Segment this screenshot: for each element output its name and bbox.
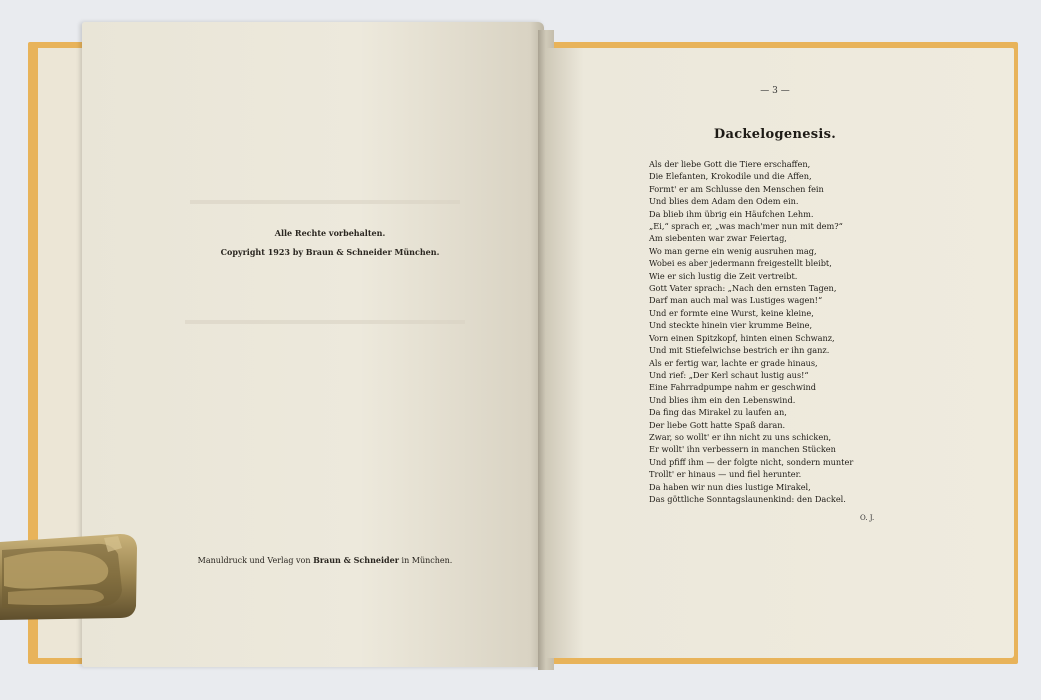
poem-line: Eine Fahrradpumpe nahm er geschwind: [649, 382, 816, 393]
poem-line: Und rief: „Der Kerl schaut lustig aus!“: [649, 369, 809, 380]
poem-line: Zwar, so wollt' er ihn nicht zu uns schicken,: [649, 431, 832, 442]
poem-line: Darf man auch mal was Lustiges wagen!“: [649, 295, 823, 306]
poem-line: Und mit Stiefelwichse bestrich er ihn ganz.: [649, 345, 830, 356]
poem-line: Und blies dem Adam den Odem ein.: [649, 196, 799, 207]
show-through-line: [190, 200, 460, 204]
imprint-publisher: Braun & Schneider: [313, 555, 399, 565]
copyright-notice: Copyright 1923 by Braun & Schneider München.: [220, 247, 440, 257]
poem-line: Als der liebe Gott die Tiere erschaffen,: [649, 159, 811, 169]
imprint-suffix: in München.: [401, 556, 453, 565]
poem-line: Vorn einen Spitzkopf, hinten einen Schwanz,: [649, 332, 835, 343]
poem-line: Trollt' er hinaus — und fiel herunter.: [649, 469, 802, 480]
brass-hand-weight-icon: [0, 528, 138, 620]
poem-line: Am siebenten war zwar Feiertag,: [649, 233, 787, 244]
poem-line: Wobei es aber jedermann freigestellt bleibt,: [649, 258, 832, 269]
page-number: — 3 —: [760, 86, 790, 96]
poem-line: „Ei,“ sprach er, „was mach'mer nun mit dem?“: [649, 221, 843, 232]
poem-line: Die Elefanten, Krokodile und die Affen,: [649, 171, 812, 182]
poem-line: Und blies ihm ein den Lebenswind.: [649, 394, 796, 405]
poem-line: Da blieb ihm übrig ein Häufchen Lehm.: [649, 208, 814, 219]
imprint-prefix: Manuldruck und Verlag von: [197, 556, 311, 565]
poem-line: Und steckte hinein vier krumme Beine,: [649, 320, 813, 331]
left-page: [82, 22, 544, 667]
poem-line: Er wollt' ihn verbessern in manchen Stücken: [649, 444, 836, 455]
poem-line: Der liebe Gott hatte Spaß daran.: [649, 419, 786, 430]
rights-reserved-notice: Alle Rechte vorbehalten.: [274, 228, 386, 238]
author-initials: O. J.: [860, 514, 875, 522]
poem-line: Da haben wir nun dies lustige Mirakel,: [649, 481, 811, 492]
poem-line: Da fing das Mirakel zu laufen an,: [649, 407, 787, 418]
show-through-line: [185, 320, 465, 324]
poem-line: Und pfiff ihm — der folgte nicht, sondern munter: [649, 456, 854, 467]
poem-line: Als er fertig war, lachte er grade hinaus,: [649, 357, 818, 368]
poem-title: Dackelogenesis.: [713, 127, 837, 142]
poem-line: Gott Vater sprach: „Nach den ernsten Tagen,: [649, 283, 837, 294]
publisher-imprint: [175, 555, 475, 565]
poem-line: Wie er sich lustig die Zeit vertreibt.: [649, 270, 798, 281]
poem-line: Das göttliche Sonntagslaunenkind: den Dackel.: [649, 493, 846, 504]
poem-line: Wo man gerne ein wenig ausruhen mag,: [649, 245, 817, 256]
poem-line: Und er formte eine Wurst, keine kleine,: [649, 307, 814, 318]
poem-line: Formt' er am Schlusse den Menschen fein: [649, 183, 824, 194]
poem-body: [649, 158, 889, 505]
